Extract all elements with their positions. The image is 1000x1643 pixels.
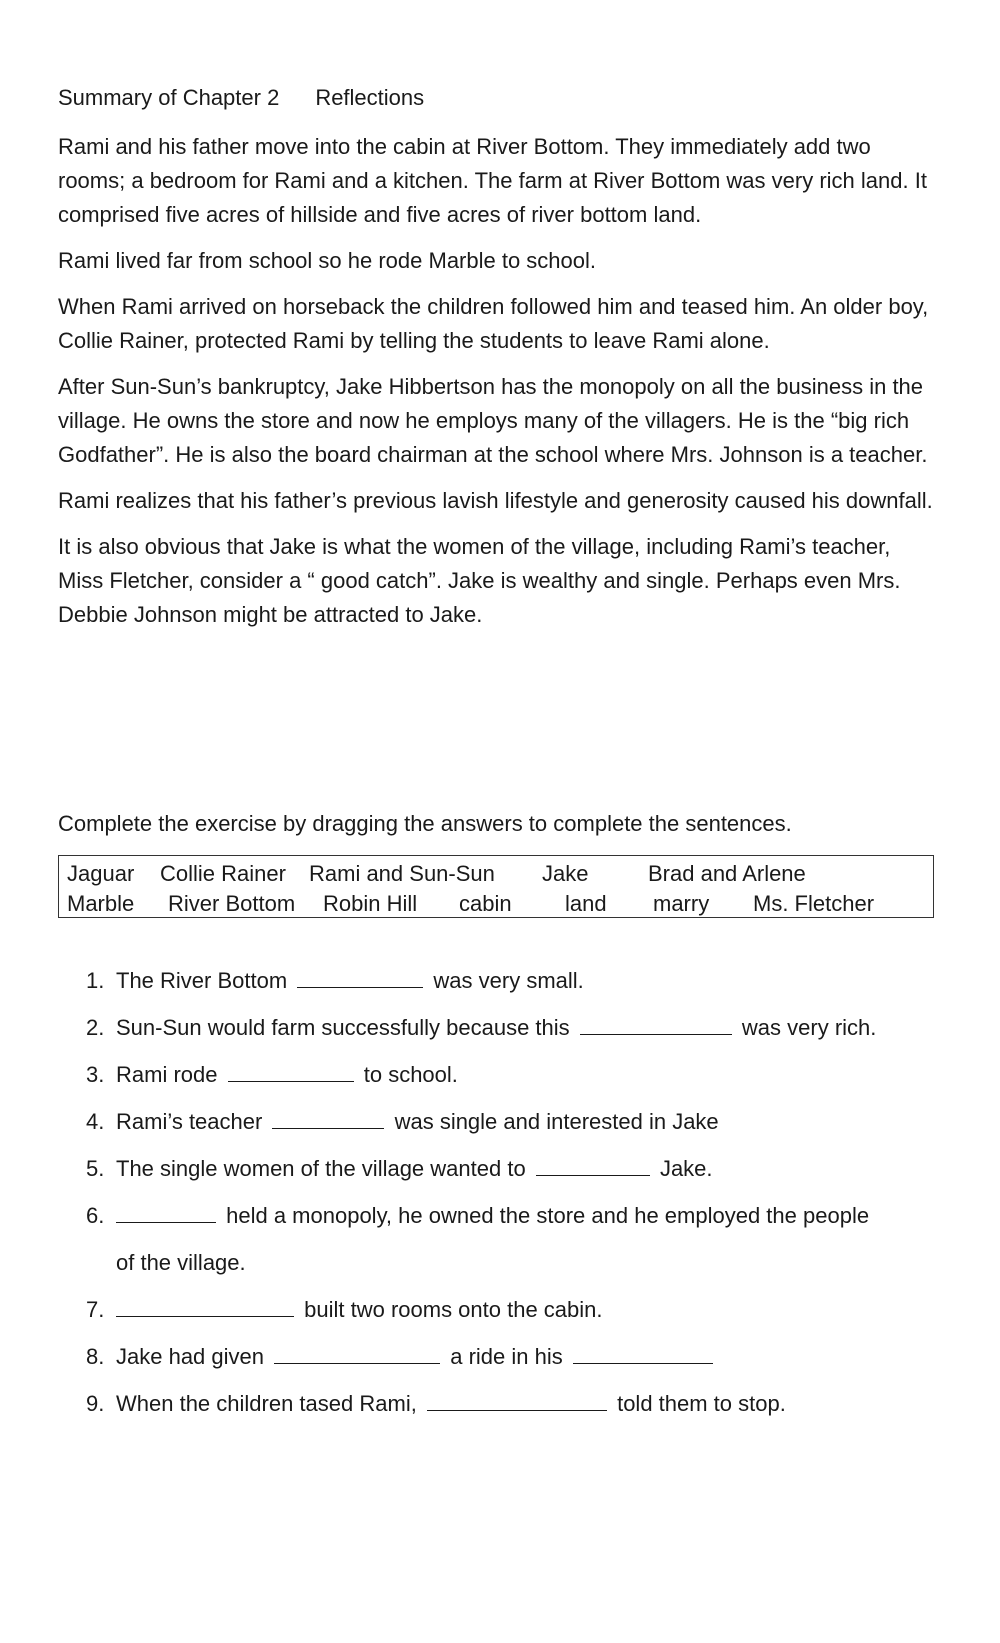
- summary-paragraph: After Sun-Sun’s bankruptcy, Jake Hibbertson has the monopoly on all the business in the village. He owns the store and now he employs many of the villagers. He is the “big rich Godfather”. He is also the board chairman at the school where Mrs. Johnson is a teacher.: [58, 374, 928, 467]
- question-text: Sun-Sun would farm successfully because this: [116, 1015, 570, 1040]
- question-text: told them to stop.: [617, 1391, 786, 1416]
- answer-blank[interactable]: [116, 1296, 294, 1317]
- summary-paragraph: Rami and his father move into the cabin at River Bottom. They immediately add two rooms; a bedroom for Rami and a kitchen. The farm at River Bottom was very rich land. It comprised five acres of hillside and five acres of river bottom land.: [58, 134, 927, 227]
- question-text: was very small.: [433, 968, 584, 993]
- word-option-land[interactable]: land: [565, 891, 607, 916]
- question-number: 6.: [86, 1203, 105, 1228]
- answer-blank[interactable]: [536, 1155, 650, 1176]
- question-item: [86, 1011, 956, 1045]
- question-text: was single and interested in Jake: [394, 1109, 719, 1134]
- answer-blank[interactable]: [272, 1108, 384, 1129]
- answer-blank[interactable]: [228, 1061, 354, 1082]
- word-option-collie-rainer[interactable]: Collie Rainer: [160, 861, 286, 886]
- question-text: Rami rode: [116, 1062, 218, 1087]
- question-number: 8.: [86, 1344, 105, 1369]
- question-text: Rami’s teacher: [116, 1109, 263, 1134]
- summary-paragraph: Rami lived far from school so he rode Marble to school.: [58, 248, 597, 273]
- chapter-title: Summary of Chapter 2: [58, 85, 280, 110]
- word-option-cabin[interactable]: cabin: [459, 891, 512, 916]
- question-text-continued: of the village.: [116, 1250, 246, 1275]
- word-option-ms-fletcher[interactable]: Ms. Fletcher: [753, 891, 875, 916]
- chapter-summary: [58, 130, 938, 644]
- question-text: a ride in his: [450, 1344, 563, 1369]
- question-item: [86, 1152, 956, 1186]
- question-list: [86, 964, 956, 1434]
- word-option-marry[interactable]: marry: [653, 891, 710, 916]
- question-number: 9.: [86, 1391, 105, 1416]
- question-item: [86, 1105, 956, 1139]
- word-option-robin-hill[interactable]: Robin Hill: [323, 891, 418, 916]
- question-item: [86, 1058, 956, 1092]
- answer-blank[interactable]: [274, 1343, 440, 1364]
- question-item: [86, 1340, 956, 1374]
- question-text: The single women of the village wanted to: [116, 1156, 526, 1181]
- question-number: 2.: [86, 1015, 105, 1040]
- page-heading: [58, 84, 424, 113]
- exercise-instruction: Complete the exercise by dragging the answers to complete the sentences.: [58, 811, 792, 836]
- answer-blank[interactable]: [427, 1390, 607, 1411]
- question-number: 1.: [86, 968, 105, 993]
- question-number: 3.: [86, 1062, 105, 1087]
- question-text: was very rich.: [741, 1015, 877, 1040]
- summary-paragraph: When Rami arrived on horseback the children followed him and teased him. An older boy, Collie Rainer, protected Rami by telling the students to leave Rami alone.: [58, 294, 929, 353]
- word-option-jake[interactable]: Jake: [542, 861, 589, 886]
- answer-blank[interactable]: [580, 1014, 732, 1035]
- question-text: The River Bottom: [116, 968, 288, 993]
- word-option-river-bottom[interactable]: River Bottom: [168, 891, 296, 916]
- answer-blank[interactable]: [573, 1343, 713, 1364]
- word-option-rami-and-sun-sun[interactable]: Rami and Sun-Sun: [309, 861, 495, 886]
- question-item: [86, 964, 956, 998]
- question-text: held a monopoly, he owned the store and he employed the people: [226, 1203, 870, 1228]
- word-option-marble[interactable]: Marble: [67, 891, 135, 916]
- summary-paragraph: It is also obvious that Jake is what the women of the village, including Rami’s teacher, Miss Fletcher, consider a “ good catch”. Jake is wealthy and single. Perhaps even Mrs. Debbie Johnson might be attracted to Jake.: [58, 534, 901, 627]
- question-text: to school.: [363, 1062, 458, 1087]
- question-number: 7.: [86, 1297, 105, 1322]
- question-text: Jake.: [659, 1156, 713, 1181]
- question-item: [86, 1199, 956, 1280]
- reflections-label: Reflections: [315, 85, 425, 110]
- word-option-brad-and-arlene[interactable]: Brad and Arlene: [648, 861, 806, 886]
- answer-blank[interactable]: [297, 967, 423, 988]
- question-item: [86, 1293, 956, 1327]
- question-text: When the children tased Rami,: [116, 1391, 417, 1416]
- summary-paragraph: Rami realizes that his father’s previous lavish lifestyle and generosity caused his downfall.: [58, 488, 933, 513]
- question-number: 4.: [86, 1109, 105, 1134]
- word-bank: [58, 855, 934, 918]
- question-item: [86, 1387, 956, 1421]
- word-option-jaguar[interactable]: Jaguar: [67, 861, 135, 886]
- question-text: built two rooms onto the cabin.: [304, 1297, 603, 1322]
- question-text: Jake had given: [116, 1344, 264, 1369]
- question-number: 5.: [86, 1156, 105, 1181]
- answer-blank[interactable]: [116, 1202, 216, 1223]
